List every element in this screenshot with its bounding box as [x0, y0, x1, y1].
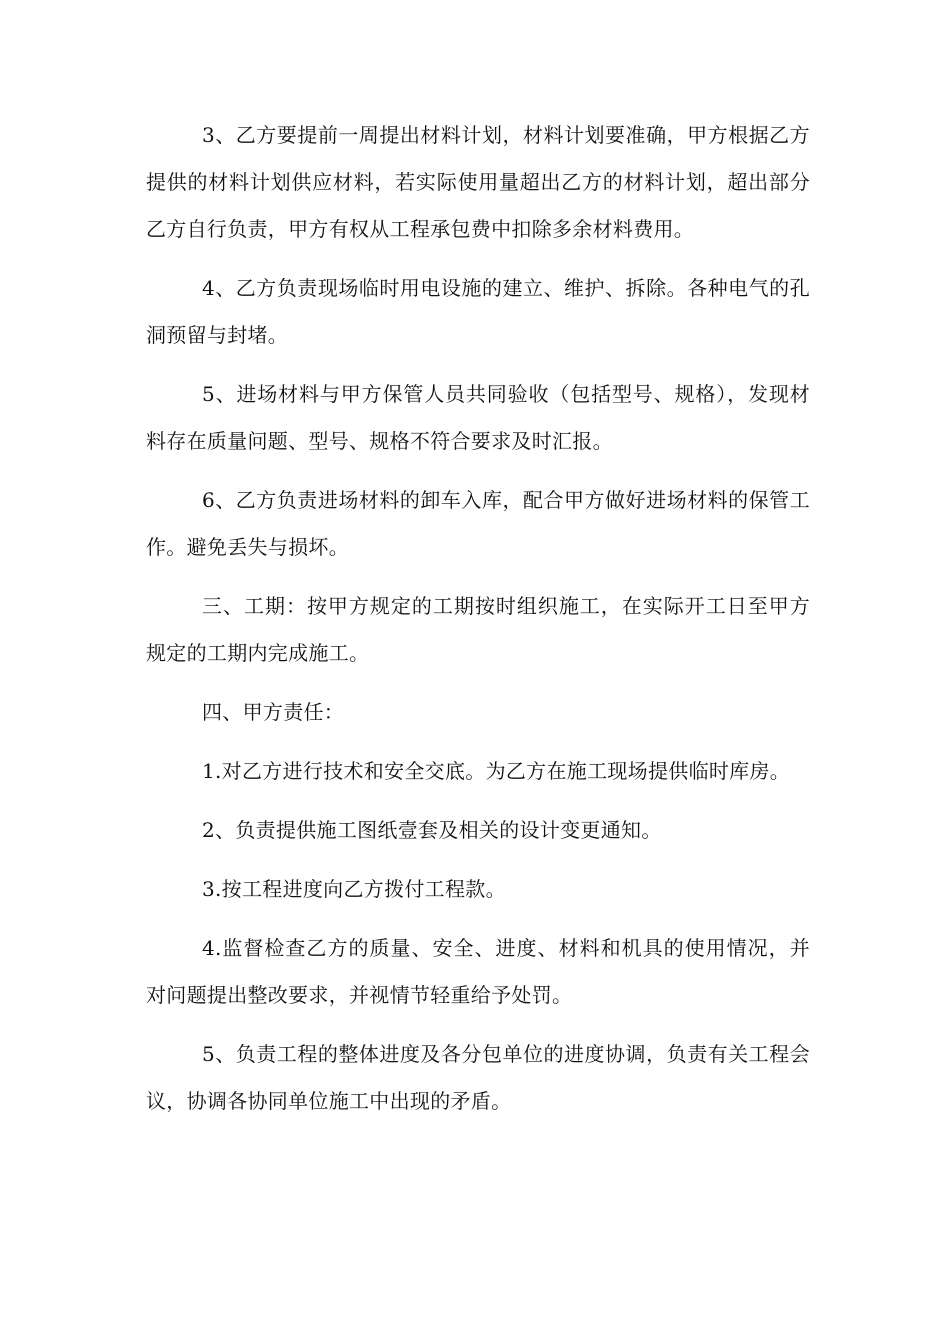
section-heading-party-a-responsibilities: 四、甲方责任：: [202, 700, 345, 724]
paragraph-temporary-power: 4、乙方负责现场临时用电设施的建立、维护、拆除。各种电气的孔洞预留与封堵。: [146, 276, 810, 347]
paragraph-construction-period: 三、工期：按甲方规定的工期按时组织施工，在实际开工日至甲方规定的工期内完成施工。: [146, 594, 810, 665]
paragraph-coordination: 5、负责工程的整体进度及各分包单位的进度协调，负责有关工程会议，协调各协同单位施工中出现的矛盾。: [146, 1042, 810, 1113]
paragraph-payment: 3.按工程进度向乙方拨付工程款。: [202, 877, 506, 901]
paragraph-drawings: 2、负责提供施工图纸壹套及相关的设计变更通知。: [202, 818, 662, 842]
paragraph-material-storage: 6、乙方负责进场材料的卸车入库，配合甲方做好进场材料的保管工作。避免丢失与损坏。: [146, 488, 810, 559]
paragraph-technical-briefing: 1.对乙方进行技术和安全交底。为乙方在施工现场提供临时库房。: [202, 759, 791, 783]
document-page: [146, 112, 810, 1137]
paragraph-supervision: 4.监督检查乙方的质量、安全、进度、材料和机具的使用情况，并对问题提出整改要求，并视情节轻重给予处罚。: [146, 936, 810, 1007]
paragraph-material-inspection: 5、进场材料与甲方保管人员共同验收（包括型号、规格），发现材料存在质量问题、型号、规格不符合要求及时汇报。: [146, 382, 810, 453]
paragraph-material-plan: 3、乙方要提前一周提出材料计划，材料计划要准确，甲方根据乙方提供的材料计划供应材料，若实际使用量超出乙方的材料计划，超出部分乙方自行负责，甲方有权从工程承包费中扣除多余材料费用。: [146, 123, 810, 241]
